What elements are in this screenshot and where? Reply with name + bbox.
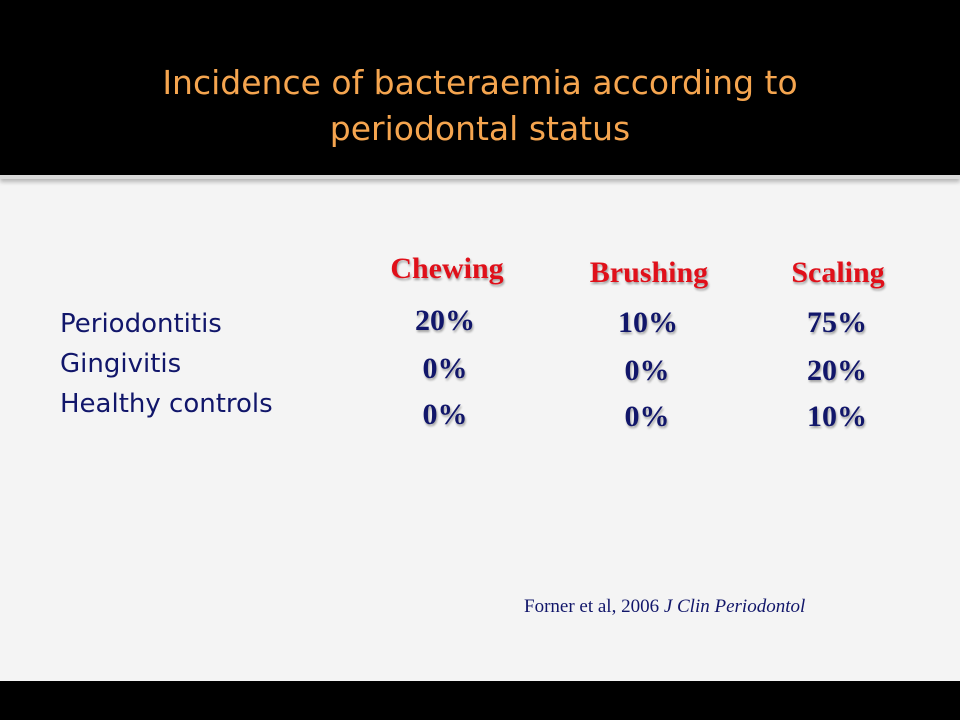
bottom-bar — [0, 681, 960, 720]
cell-healthy-controls-scaling: 10% — [807, 400, 867, 433]
citation — [524, 596, 805, 618]
column-header-brushing: Brushing — [589, 256, 709, 289]
slide-title — [0, 60, 960, 152]
row-label-periodontitis: Periodontitis — [60, 309, 222, 339]
column-header-scaling: Scaling — [791, 256, 885, 289]
slide-title-line-2: periodontal status — [329, 109, 631, 148]
cell-gingivitis-scaling: 20% — [807, 354, 867, 387]
title-bar — [0, 0, 960, 179]
row-label-gingivitis: Gingivitis — [60, 349, 182, 379]
cell-periodontitis-scaling: 75% — [807, 306, 867, 339]
cell-healthy-controls-brushing: 0% — [624, 400, 670, 433]
cell-healthy-controls-chewing: 0% — [422, 398, 468, 431]
cell-gingivitis-chewing: 0% — [422, 352, 468, 385]
citation-authors: Forner et al, 2006 — [524, 596, 660, 617]
column-header-chewing: Chewing — [390, 252, 504, 285]
citation-journal: J Clin Periodontol — [663, 596, 806, 617]
cell-periodontitis-brushing: 10% — [618, 306, 678, 339]
cell-gingivitis-brushing: 0% — [624, 354, 670, 387]
row-label-healthy-controls: Healthy controls — [60, 389, 273, 419]
slide-title-line-1: Incidence of bacteraemia according to — [162, 63, 798, 102]
cell-periodontitis-chewing: 20% — [415, 304, 475, 337]
